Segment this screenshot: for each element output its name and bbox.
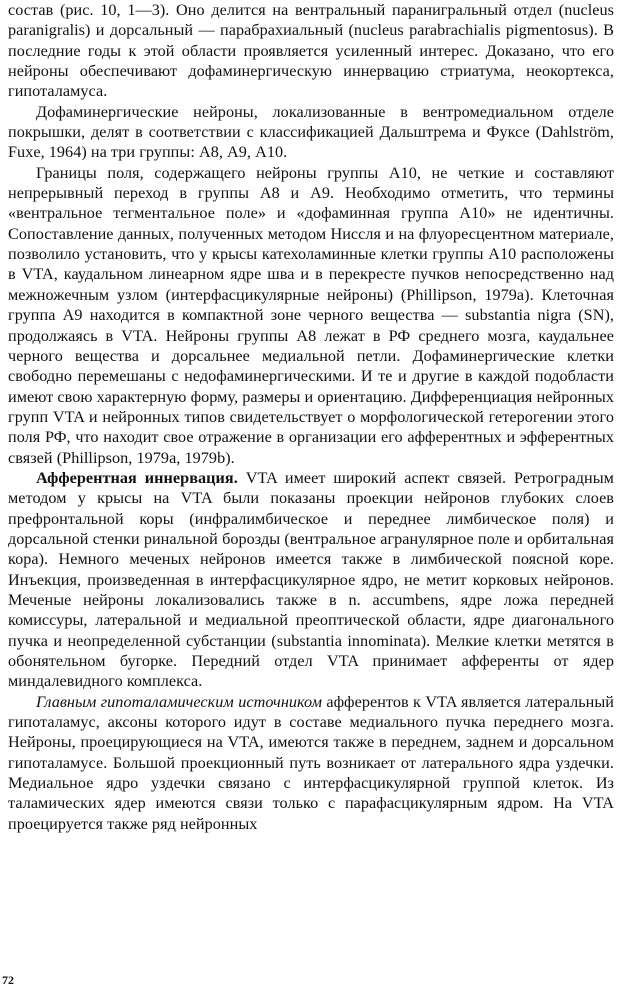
afferent-heading: Афферентная иннервация. bbox=[36, 468, 238, 487]
paragraph-afferent bbox=[8, 468, 614, 692]
page-body bbox=[8, 0, 614, 834]
hypothalamic-heading: Главным гипоталамическим источником bbox=[36, 692, 322, 711]
hypothalamic-text: афферентов к VTA является латеральный гипоталамус, аксоны которого идут в составе медиального пучка переднего мозга. Нейроны, проецирующиеся на VTA, имеются также в переднем, заднем и дорсальном гипоталамусе. Большой проекционный путь возникает от латерального ядра уздечки. Медиальное ядро уздечки связано с интерфасцикулярной группой клеток. Из таламических ядер имеются связи только с парафасцикулярным ядром. На VTA проецируется также ряд нейронных bbox=[8, 692, 614, 833]
afferent-text: VTA имеет широкий аспект связей. Ретроградным методом у крысы на VTA были показаны проекции нейронов глубоких слоев префронтальной коры (инфралимбическое и переднее лимбическое поля) и дорсальной стенки ринальной борозды (вентральное агранулярное поле и орбитальная кора). Немного меченых нейронов имеется также в лимбической поясной коре. Инъекция, произведенная в интерфасцикулярное ядро, не метит корковых нейронов. Меченые нейроны локализовались также в n. accumbens, ядре ложа передней комиссуры, латеральной и медиальной преоптической области, ядре диагонального пучка и неопределенной субстанции (substantia innominata). Мелкие клетки метятся в обонятельном бугорке. Передний отдел VTA принимает афференты от ядер миндалевидного комплекса. bbox=[8, 468, 614, 691]
paragraph-3: Границы поля, содержащего нейроны группы А10, не четкие и составляют непрерывный переход в группы А8 и А9. Необходимо отметить, что термины «вентральное тегментальное поле» и «дофаминная группа А10» не идентичны. Сопоставление данных, полученных методом Ниссля и на флуоресцентном материале, позволило установить, что у крысы катехоламинные клетки группы А10 расположены в VTA, каудальном линеарном ядре шва и в перекресте пучков непосредственно над межножечным узлом (интерфасцикулярные нейроны) (Phillipson, 1979a). Клеточная группа А9 находится в компактной зоне черного вещества — substantia nigra (SN), продолжаясь в VTA. Нейроны группы А8 лежат в РФ среднего мозга, каудальнее черного вещества и дорсальнее медиальной петли. Дофаминергические клетки свободно перемешаны с недофаминергическими. И те и другие в каждой подобласти имеют свою характерную форму, размеры и ориентацию. Дифференциация нейронных групп VTA и нейронных типов свидетельствует о морфологической гетерогении этого поля РФ, что находит свое отражение в организации его афферентных и эфферентных связей (Phillipson, 1979a, 1979b). bbox=[8, 163, 614, 467]
paragraph-2: Дофаминергические нейроны, локализованные в вентромедиальном отделе покрышки, делят в соответствии с классификацией Дальштрема и Фуксе (Dahlström, Fuxe, 1964) на три группы: А8, А9, А10. bbox=[8, 102, 614, 162]
paragraph-1: состав (рис. 10, 1—3). Оно делится на вентральный паранигральный отдел (nucleus paranigralis) и дорсальный — парабрахиальный (nucleus parabrachialis pigmentosus). В последние годы к этой области проявляется усиленный интерес. Доказано, что его нейроны обеспечивают дофаминергическую иннервацию стриатума, неокортекса, гипоталамуса. bbox=[8, 1, 614, 101]
page-number: 72 bbox=[2, 973, 14, 987]
paragraph-hypothalamic bbox=[8, 692, 614, 834]
